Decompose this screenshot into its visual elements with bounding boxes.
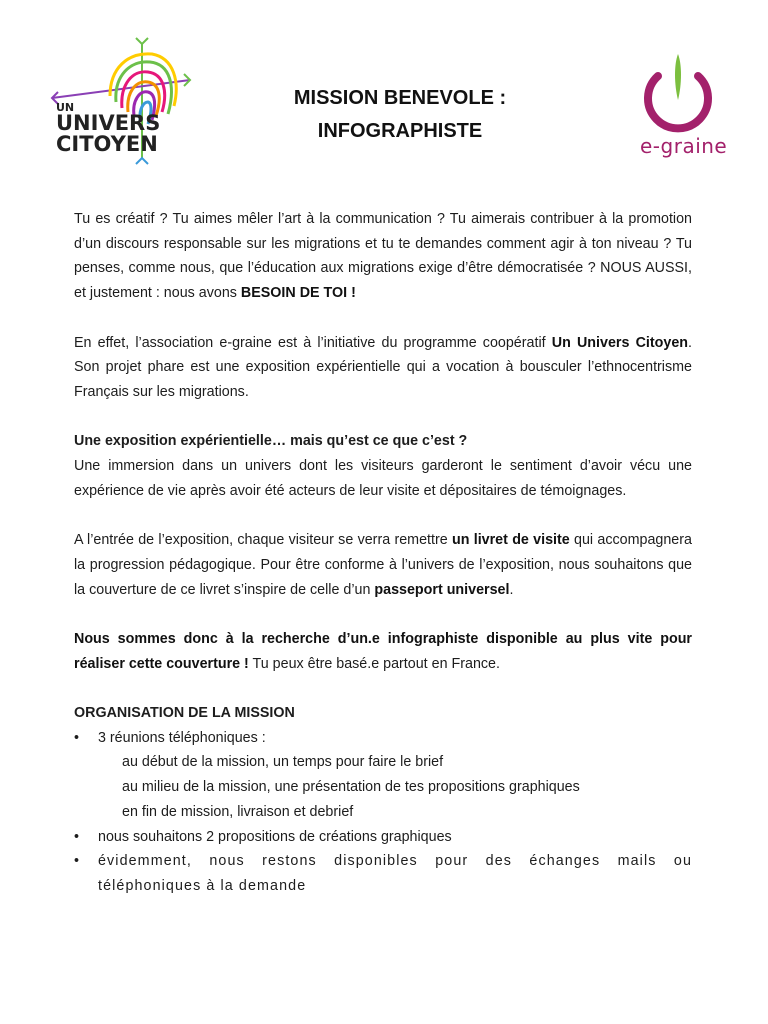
- logo-line-citoyen: CITOYEN: [56, 132, 158, 156]
- association-bold: Un Univers Citoyen: [551, 334, 688, 351]
- page-title: [200, 82, 600, 148]
- sub-list-item: au début de la mission, un temps pour faire le brief: [122, 754, 444, 771]
- organisation-list: [74, 726, 692, 899]
- exposition-heading: Une exposition expérientielle… mais qu’est ce que c’est ?: [74, 433, 468, 450]
- livret-text-3: .: [509, 581, 514, 598]
- title-line-2: INFOGRAPHISTE: [317, 120, 483, 142]
- list-item: [74, 726, 692, 825]
- title-line-1: MISSION BENEVOLE :: [293, 87, 507, 109]
- intro-paragraph: [74, 207, 692, 306]
- sub-list: [98, 750, 692, 824]
- association-paragraph: [74, 331, 692, 405]
- exposition-paragraph: Une immersion dans un univers dont les visiteurs garderont le sentiment d’avoir vécu une expérience de vie après avoir été acteurs de leur visite et dépositaires de témoignages.: [74, 458, 692, 499]
- livret-bold-1: un livret de visite: [451, 532, 570, 549]
- intro-text: Tu es créatif ? Tu aimes mêler l’art à la communication ? Tu aimerais contribuer à la promotion d’un discours responsable sur les migrations et tu te demandes comment agir à ton niveau ? Tu penses, comme nous, que l’éducation aux migrations exige d’être démocratisée ? NOUS AUSSI, et justement : nous avons: [74, 211, 692, 302]
- univers-citoyen-wordmark: [56, 102, 160, 155]
- livret-bold-2: passeport universel: [374, 581, 510, 598]
- intro-bold: BESOIN DE TOI !: [240, 285, 356, 302]
- un-univers-citoyen-logo: [44, 30, 200, 166]
- association-text-1: En effet, l’association e-graine est à l’initiative du programme coopératif: [74, 334, 552, 351]
- e-graine-wordmark: e-graine: [640, 134, 728, 158]
- association-text-2: . Son projet phare est une exposition expérientielle qui a vocation à bousculer l’ethnocentrisme Français sur les migrations.: [74, 334, 692, 400]
- recherche-text: Tu peux être basé.e partout en France.: [248, 655, 500, 672]
- list-item: • évidemment, nous restons disponibles pour des échanges mails ou téléphoniques à la demande: [74, 849, 692, 898]
- document-body: [74, 207, 692, 899]
- e-graine-logo: [636, 48, 736, 168]
- logo-line-univers: UNIVERS: [56, 111, 161, 135]
- sub-list-item: en fin de mission, livraison et debrief: [122, 803, 354, 820]
- logo-line-un: UN: [56, 101, 75, 114]
- sub-list-item: au milieu de la mission, une présentation de tes propositions graphiques: [122, 779, 580, 796]
- list-item-text: 3 réunions téléphoniques :: [98, 729, 266, 746]
- livret-text-1: A l’entrée de l’exposition, chaque visiteur se verra remettre: [74, 532, 452, 549]
- livret-text-2: qui accompagnera la progression pédagogique. Pour être conforme à l’univers de l’exposition, nous souhaitons que la couverture de ce livret s’inspire de celle d’un: [74, 532, 692, 598]
- organisation-heading: ORGANISATION DE LA MISSION: [74, 704, 295, 721]
- list-item: • nous souhaitons 2 propositions de créations graphiques: [74, 825, 692, 850]
- recherche-paragraph: [74, 627, 692, 676]
- power-seed-icon: [636, 48, 736, 138]
- livret-paragraph: [74, 528, 692, 602]
- recherche-bold: Nous sommes donc à la recherche d’un.e infographiste disponible au plus vite pour réaliser cette couverture !: [74, 630, 692, 672]
